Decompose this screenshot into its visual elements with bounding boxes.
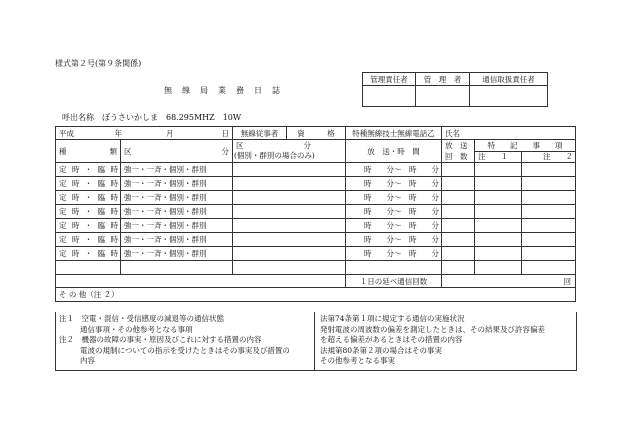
entry-time[interactable]: 時 分〜 時 分 xyxy=(346,163,442,177)
table-row xyxy=(56,219,576,233)
entry-type: 強一・一斉・個別・群別 xyxy=(121,205,233,219)
signoff-label-manager: 管 理 者 xyxy=(416,73,470,86)
entry-kind: 定 時 ・ 臨 時 xyxy=(56,247,121,261)
entry-note1[interactable] xyxy=(475,233,522,247)
qualification-label: 資 格 xyxy=(287,127,346,140)
note-right-line4: 法規第80条第２項の場合はその事実 xyxy=(320,345,443,355)
notes-box xyxy=(55,312,577,371)
entry-count[interactable] xyxy=(442,247,475,261)
section-label-right: 分 xyxy=(221,146,229,156)
entry-kind: 定 時 ・ 臨 時 xyxy=(56,191,121,205)
table-row xyxy=(56,177,576,191)
notes-divider xyxy=(314,312,315,370)
era-label: 平成 xyxy=(59,128,74,138)
signoff-box xyxy=(362,72,548,107)
callsign-line xyxy=(62,113,241,123)
entry-section[interactable] xyxy=(233,163,346,177)
name-label: 氏名 xyxy=(442,127,576,140)
table-row xyxy=(56,163,576,177)
entry-note1[interactable] xyxy=(475,205,522,219)
entry-note2[interactable] xyxy=(522,163,576,177)
entry-note1[interactable] xyxy=(475,163,522,177)
entry-section[interactable] xyxy=(233,233,346,247)
entry-note1[interactable] xyxy=(475,177,522,191)
entry-time[interactable]: 時 分〜 時 分 xyxy=(346,247,442,261)
note1-line2: 通信事項・その他参考となる事項 xyxy=(80,324,193,334)
note-right-line5: その他参考となる事実 xyxy=(320,356,395,365)
date-row xyxy=(56,127,576,140)
entry-kind: 定 時 ・ 臨 時 xyxy=(56,219,121,233)
signoff-seal-operator[interactable] xyxy=(470,86,548,107)
table-row xyxy=(56,205,576,219)
note-right-line2: 発射電波の周波数の偏差を測定したときは、その結果及び許容偏差 xyxy=(320,324,545,334)
entry-kind: 定 時 ・ 臨 時 xyxy=(56,177,121,191)
entry-time[interactable]: 時 分〜 時 分 xyxy=(346,205,442,219)
other-label: そ の 他（注 ２） xyxy=(56,288,576,302)
special-qualification: 特種無線技士無線電話乙 xyxy=(346,127,442,140)
blank-type[interactable] xyxy=(121,261,233,275)
entry-type: 強一・一斉・個別・群別 xyxy=(121,177,233,191)
entry-section[interactable] xyxy=(233,219,346,233)
entry-count[interactable] xyxy=(442,177,475,191)
entry-section[interactable] xyxy=(233,177,346,191)
section2-label: 区 分 xyxy=(236,141,311,150)
entry-type: 強一・一斉・個別・群別 xyxy=(121,163,233,177)
kind-label-left: 種 xyxy=(59,146,67,156)
entry-note2[interactable] xyxy=(522,233,576,247)
section-label-left: 区 xyxy=(124,146,132,156)
entry-kind: 定 時 ・ 臨 時 xyxy=(56,233,121,247)
entry-note2[interactable] xyxy=(522,205,576,219)
blank-count[interactable] xyxy=(442,261,475,275)
callsign-value: ぼうさいかしま 68.295MHZ 10W xyxy=(102,113,242,122)
other-row xyxy=(56,288,576,302)
entry-time[interactable]: 時 分〜 時 分 xyxy=(346,177,442,191)
year-label: 年 xyxy=(114,128,122,138)
entry-count[interactable] xyxy=(442,205,475,219)
signoff-seal-chief[interactable] xyxy=(363,86,416,107)
entry-kind: 定 時 ・ 臨 時 xyxy=(56,205,121,219)
kind-label-right: 類 xyxy=(109,146,117,156)
daily-total-label: １日の延べ通信回数 xyxy=(346,275,442,288)
entry-type: 強一・一斉・個別・群別 xyxy=(121,247,233,261)
entry-time[interactable]: 時 分〜 時 分 xyxy=(346,219,442,233)
table-row-blank xyxy=(56,261,576,275)
day-label: 日 xyxy=(221,128,229,138)
entry-note2[interactable] xyxy=(522,191,576,205)
entry-time[interactable]: 時 分〜 時 分 xyxy=(346,233,442,247)
count-label-bottom: 回 数 xyxy=(445,152,468,161)
entry-note2[interactable] xyxy=(522,247,576,261)
note-right-line1: 法第74条第１項に規定する通信の実施状況 xyxy=(320,314,465,323)
notes-right xyxy=(320,314,545,367)
note2-line2: 電波の規制についての指示を受けたときはその事実及び措置の xyxy=(80,345,290,355)
note2-line3: 内容 xyxy=(80,356,95,365)
signoff-label-operator: 通信取扱責任者 xyxy=(470,73,548,86)
entry-section[interactable] xyxy=(233,191,346,205)
blank-time[interactable] xyxy=(346,261,442,275)
blank-section[interactable] xyxy=(233,261,346,275)
entry-note1[interactable] xyxy=(475,191,522,205)
entry-time[interactable]: 時 分〜 時 分 xyxy=(346,191,442,205)
entry-type: 強一・一斉・個別・群別 xyxy=(121,219,233,233)
total-row xyxy=(56,275,576,288)
note-right-line3: を超える偏差があるときはその措置の内容 xyxy=(320,335,463,344)
entry-note2[interactable] xyxy=(522,219,576,233)
entry-note1[interactable] xyxy=(475,247,522,261)
notes-left xyxy=(59,314,290,367)
form-number: 様式第２号(第９条関係) xyxy=(55,59,142,68)
count-label-top: 放 送 xyxy=(445,141,468,150)
signoff-seal-manager[interactable] xyxy=(416,86,470,107)
entry-type: 強一・一斉・個別・群別 xyxy=(121,233,233,247)
time-label: 放 送・時 間 xyxy=(346,140,442,163)
document-title: 無 線 局 業 務 日 誌 xyxy=(164,86,281,95)
table-row xyxy=(56,233,576,247)
signoff-label-chief: 管理責任者 xyxy=(363,73,416,86)
entry-type: 強一・一斉・個別・群別 xyxy=(121,191,233,205)
daily-total-value[interactable]: 回 xyxy=(442,275,576,288)
entry-note2[interactable] xyxy=(522,177,576,191)
note2-label: 注２ xyxy=(59,335,74,344)
blank-kind[interactable] xyxy=(56,261,121,275)
blank-note1[interactable] xyxy=(475,261,522,275)
callsign-label: 呼出名称 xyxy=(62,113,94,122)
table-row xyxy=(56,191,576,205)
entry-section[interactable] xyxy=(233,247,346,261)
entry-note1[interactable] xyxy=(475,219,522,233)
log-table xyxy=(55,126,576,302)
month-label: 月 xyxy=(166,128,174,138)
note2-line1: 機器の故障の事実・原因及びこれに対する措置の内容 xyxy=(81,335,262,344)
blank-note2[interactable] xyxy=(522,261,576,275)
table-row xyxy=(56,247,576,261)
entry-count[interactable] xyxy=(442,191,475,205)
note1-label: 注１ xyxy=(59,314,74,323)
remarks-note2-label: 注 ２ xyxy=(522,151,576,163)
entry-section[interactable] xyxy=(233,205,346,219)
entry-count[interactable] xyxy=(442,219,475,233)
entry-count[interactable] xyxy=(442,163,475,177)
remarks-note1-label: 注 １ xyxy=(475,151,522,163)
operator-label: 無線従事者 xyxy=(233,127,287,140)
entry-count[interactable] xyxy=(442,233,475,247)
entry-kind: 定 時 ・ 臨 時 xyxy=(56,163,121,177)
section2-sublabel: (個別・群別の場合のみ) xyxy=(234,151,315,160)
remarks-label: 特 記 事 項 xyxy=(475,140,576,152)
note1-line1: 空電・混信・受信感度の減退等の通信状態 xyxy=(81,314,224,323)
